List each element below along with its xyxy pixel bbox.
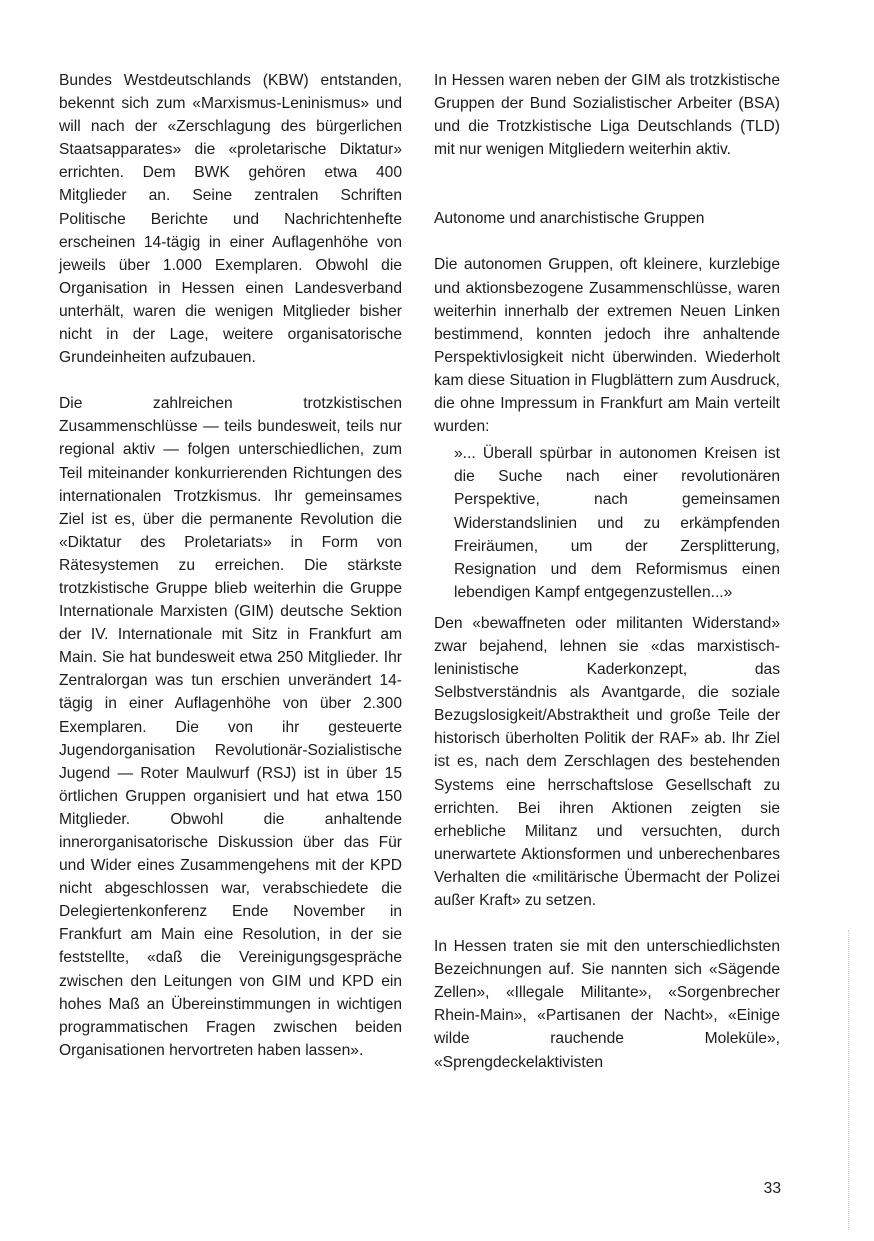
block-quote: »... Überall spürbar in autonomen Kreisen ist die Suche nach einer revolutionären Perspektive, nach gemeinsamen Widerstandslinien und zu erkämpfenden Freiräumen, um der Zersplitterung, Resignation und dem Reformismus einen lebendigen Kampf entgegenzustellen...»	[454, 445, 780, 601]
right-paragraph-3: Den «bewaffneten oder militanten Widerstand» zwar bejahend, lehnen sie «das marxistisch-leninistische Kaderkonzept, das Selbstverständnis als Avantgarde, die soziale Bezugslosigkeit/Abstraktheit und große Teile der historisch überholten Politik der RAF» ab. Ihr Ziel ist es, nach dem Zerschlagen des bestehenden Systems eine herrschaftslose Gesellschaft zu errichten. Bei ihren Aktionen zeigten sie erhebliche Militanz und versuchten, durch unerwartete Aktionsformen und unberechenbares Verhalten die «militärische Übermacht der Polizei außer Kraft» zu setzen.	[434, 614, 780, 909]
left-paragraph-2: Die zahlreichen trotzkistischen Zusammenschlüsse — teils bundesweit, teils nur regional aktiv — folgen unterschiedlichen, zum Teil miteinander konkurrierenden Richtungen des internationalen Trotzkismus. Ihr gemeinsames Ziel ist es, über die permanente Revolution die «Diktatur des Proletariats» in Form von Rätesystemen zu erreichen. Die stärkste trotzkistische Gruppe blieb weiterhin die Gruppe Internationale Marxisten (GIM) deutsche Sektion der IV. Internationale mit Sitz in Frankfurt am Main. Sie hat bundesweit etwa 250 Mitglieder. Ihr Zentralorgan was tun erschien unverändert 14-tägig in einer Auflagenhöhe von über 2.300 Exemplaren. Die von ihr gesteuerte Jugendorganisation Revolutionär-Sozialistische Jugend — Roter Maulwurf (RSJ) ist in über 15 örtlichen Gruppen organisiert und hat etwa 150 Mitglieder. Obwohl die anhaltende innerorganisatorische Diskussion über das Für und Wider eines Zusammengehens mit der KPD nicht abgeschlossen war, verabschiedete die Delegiertenkonferenz Ende November in Frankfurt am Main eine Resolution, in der sie feststellte, «daß die Vereinigungsgespräche zwischen den Leitungen von GIM und KPD ein hohes Maß an Übereinstimmungen in wichtigen programmatischen Fragen zwischen beiden Organisationen hervortreten haben lassen».	[59, 395, 402, 1059]
right-paragraph-4: In Hessen traten sie mit den unterschiedlichsten Bezeichnungen auf. Sie nannten sich «Sägende Zellen», «Illegale Militante», «Sorgenbrecher Rhein-Main», «Partisanen der Nacht», «Einige wilde rauchende Moleküle», «Sprengdeckelaktivisten	[434, 938, 780, 1071]
section-heading: Autonome und anarchistische Gruppen	[434, 210, 705, 228]
right-column	[434, 69, 780, 1074]
right-paragraph-2: Die autonomen Gruppen, oft kleinere, kurzlebige und aktionsbezogene Zusammenschlüsse, waren weiterhin innerhalb der extremen Neuen Linken bestimmend, konnten jedoch ihre anhaltende Perspektivlosigkeit nicht überwinden. Wiederholt kam diese Situation in Flugblättern zum Ausdruck, die ohne Impressum in Frankfurt am Main verteilt wurden:	[434, 256, 780, 436]
page-number: 33	[763, 1180, 781, 1197]
left-column	[59, 69, 402, 1062]
left-paragraph-1: Bundes Westdeutschlands (KBW) entstanden, bekennt sich zum «Marxismus-Leninismus» und will nach der «Zerschlagung des bürgerlichen Staatsapparates» die «proletarische Diktatur» errichten. Dem BWK gehören etwa 400 Mitglieder an. Seine zentralen Schriften Politische Berichte und Nachrichtenhefte erscheinen 14-tägig in einer Auflagenhöhe von jeweils über 1.000 Exemplaren. Obwohl die Organisation in Hessen einen Landesverband unterhält, waren die wenigen Mitglieder bisher nicht in der Lage, weitere organisatorische Grundeinheiten aufzubauen.	[59, 72, 402, 367]
right-paragraph-1: In Hessen waren neben der GIM als trotzkistische Gruppen der Bund Sozialistischer Arbeiter (BSA) und die Trotzkistische Liga Deutschlands (TLD) mit nur wenigen Mitgliedern weiterhin aktiv.	[434, 72, 780, 159]
scan-edge-artifact	[848, 930, 850, 1230]
